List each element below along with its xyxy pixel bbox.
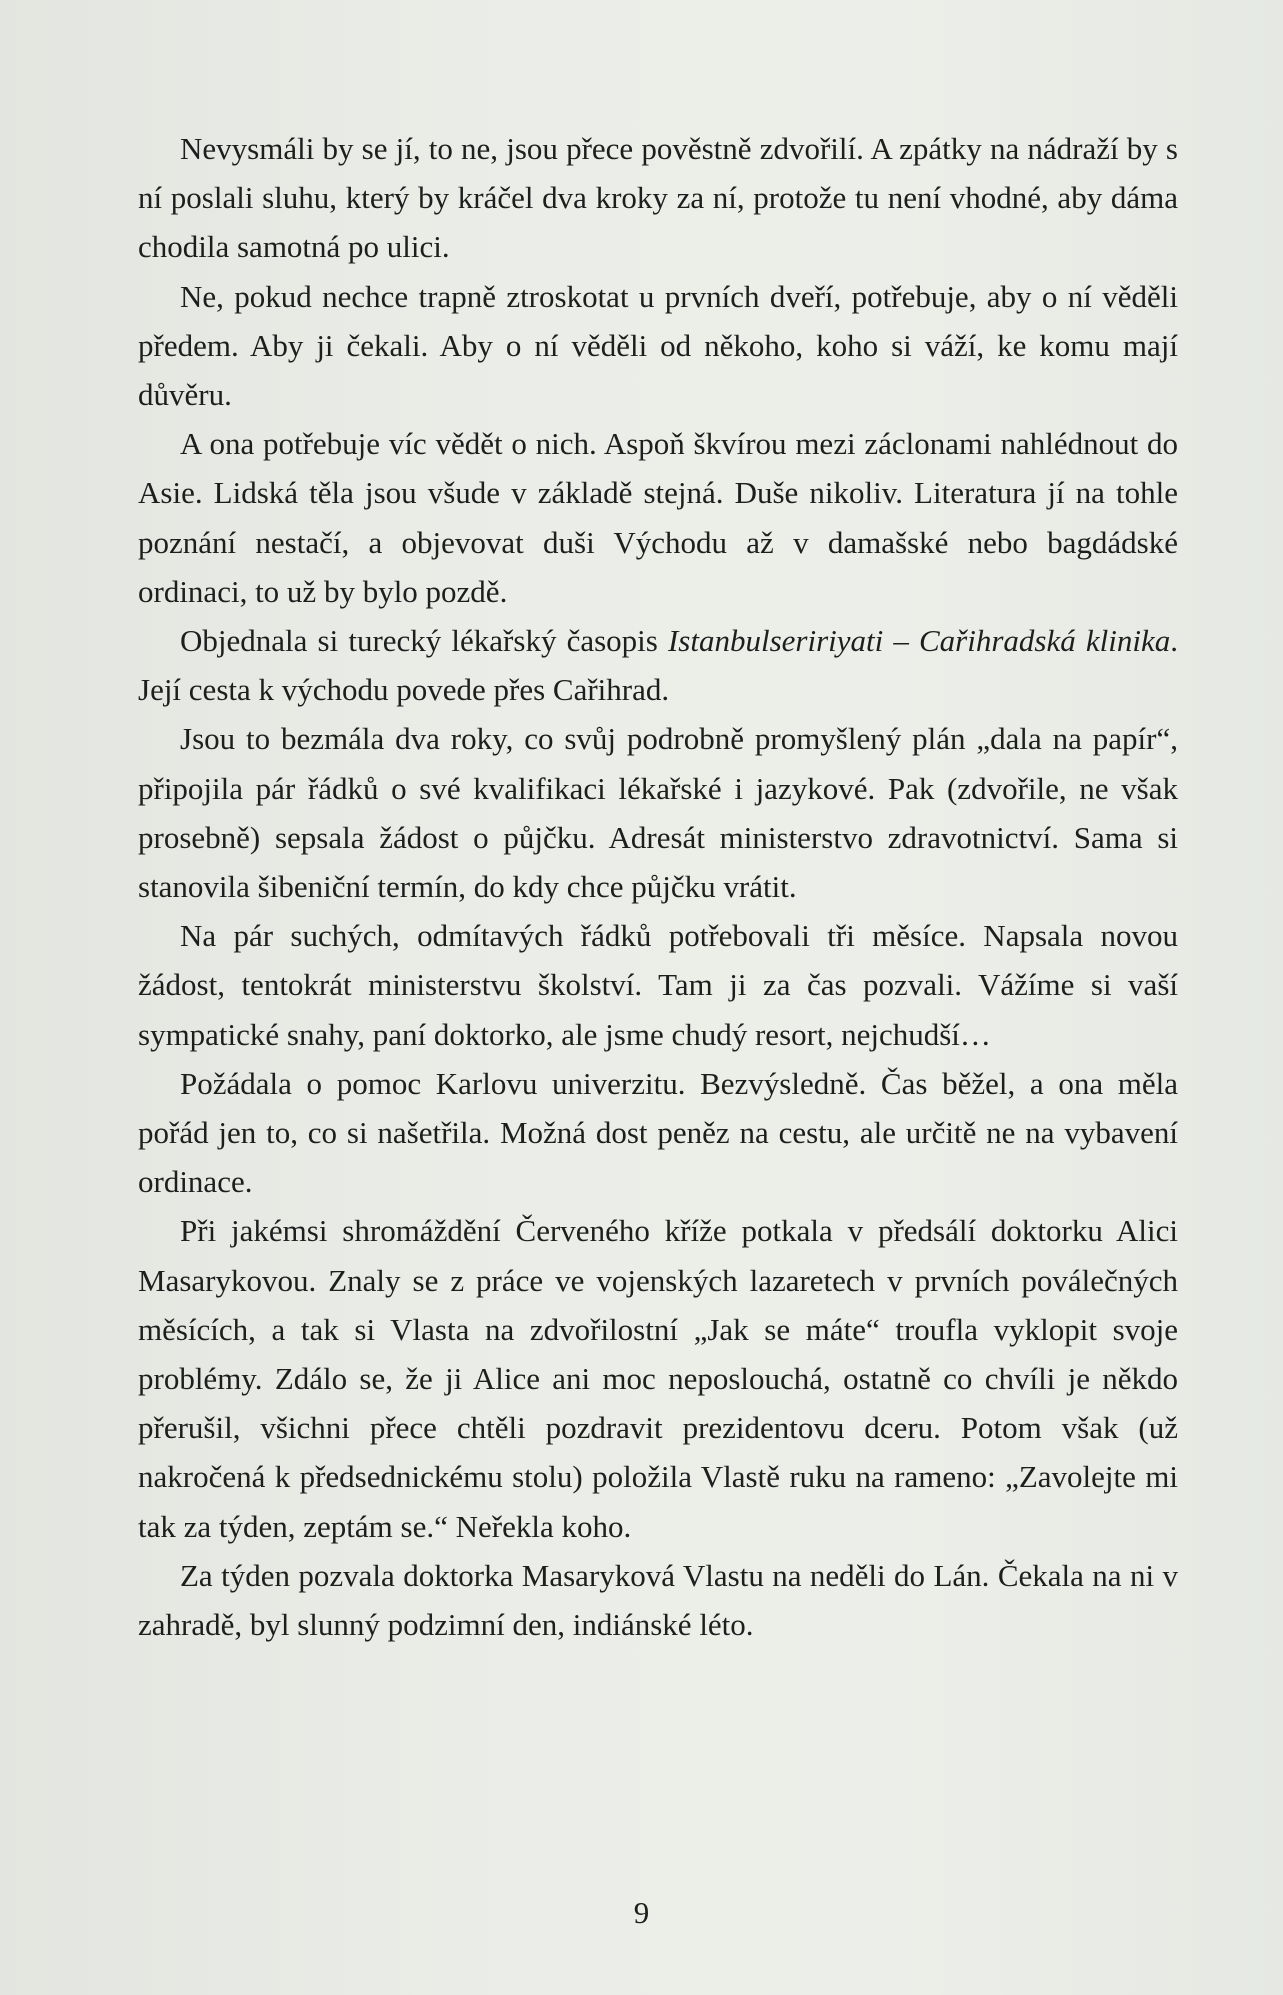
paragraph-text: Objednala si turecký lékařský časopis [180,623,668,659]
paragraph: Při jakémsi shromáždění Červeného kříže potkala v předsálí doktorku Alici Masarykovou. Znaly se z práce ve vojenských lazaretech v prvních poválečných měsících, a tak si Vlasta na zdvořilostní „Jak se máte“ troufla vyklopit svoje problémy. Zdálo se, že ji Alice ani moc neposlouchá, ostatně co chvíli je někdo přerušil, všichni přece chtěli pozdravit prezidentovu dceru. Potom však (už nakročená k předsednickému stolu) položila Vlastě ruku na rameno: „Zavolejte mi tak za týden, zeptám se.“ Neřekla koho. [138,1213,1178,1544]
paragraph [138,616,1178,714]
body-text [138,124,1178,1649]
paragraph: Jsou to bezmála dva roky, co svůj podrobně promyšlený plán „dala na papír“, připojila pár řádků o své kvalifikaci lékařské i jazykové. Pak (zdvořile, ne však prosebně) sepsala žádost o půjčku. Adresát ministerstvo zdravotnictví. Sama si stanovila šibeniční termín, do kdy chce půjčku vrátit. [138,721,1178,905]
paragraph: Na pár suchých, odmítavých řádků potřebovali tři měsíce. Napsala novou žádost, tentokrát ministerstvu školství. Tam ji za čas pozvali. Vážíme si vaší sympatické snahy, paní doktorko, ale jsme chudý resort, nejchudší… [138,918,1178,1052]
paragraph: Požádala o pomoc Karlovu univerzitu. Bezvýsledně. Čas běžel, a ona měla pořád jen to, co si našetřila. Možná dost peněz na cestu, ale určitě ne na vybavení ordinace. [138,1065,1178,1200]
paragraph: Za týden pozvala doktorka Masaryková Vlastu na neděli do Lán. Čekala na ni v zahradě, byl slunný podzimní den, indiánské léto. [138,1557,1178,1643]
paragraph-text: . Její cesta k východu povede přes Cařihrad. [138,623,1178,708]
paragraph: Ne, pokud nechce trapně ztroskotat u prvních dveří, potřebuje, aby o ní věděli předem. Aby ji čekali. Aby o ní věděli od někoho, koho si váží, ke komu mají důvěru. [138,278,1178,413]
paragraph: A ona potřebuje víc vědět o nich. Aspoň škvírou mezi záclonami nahlédnout do Asie. Lidská těla jsou všude v základě stejná. Duše nikoliv. Literatura jí na tohle poznání nestačí, a objevovat duši Východu až v damašské nebo bagdádské ordinaci, to už by bylo pozdě. [138,426,1178,609]
journal-title: Istanbulseririyati – Cařihradská klinika [667,623,1171,659]
paragraph: Nevysmáli by se jí, to ne, jsou přece pověstně zdvořilí. A zpátky na nádraží by s ní poslali sluhu, který by kráčel dva kroky za ní, protože tu není vhodné, aby dáma chodila samotná po ulici. [138,131,1178,265]
page-number: 9 [633,1895,650,1930]
